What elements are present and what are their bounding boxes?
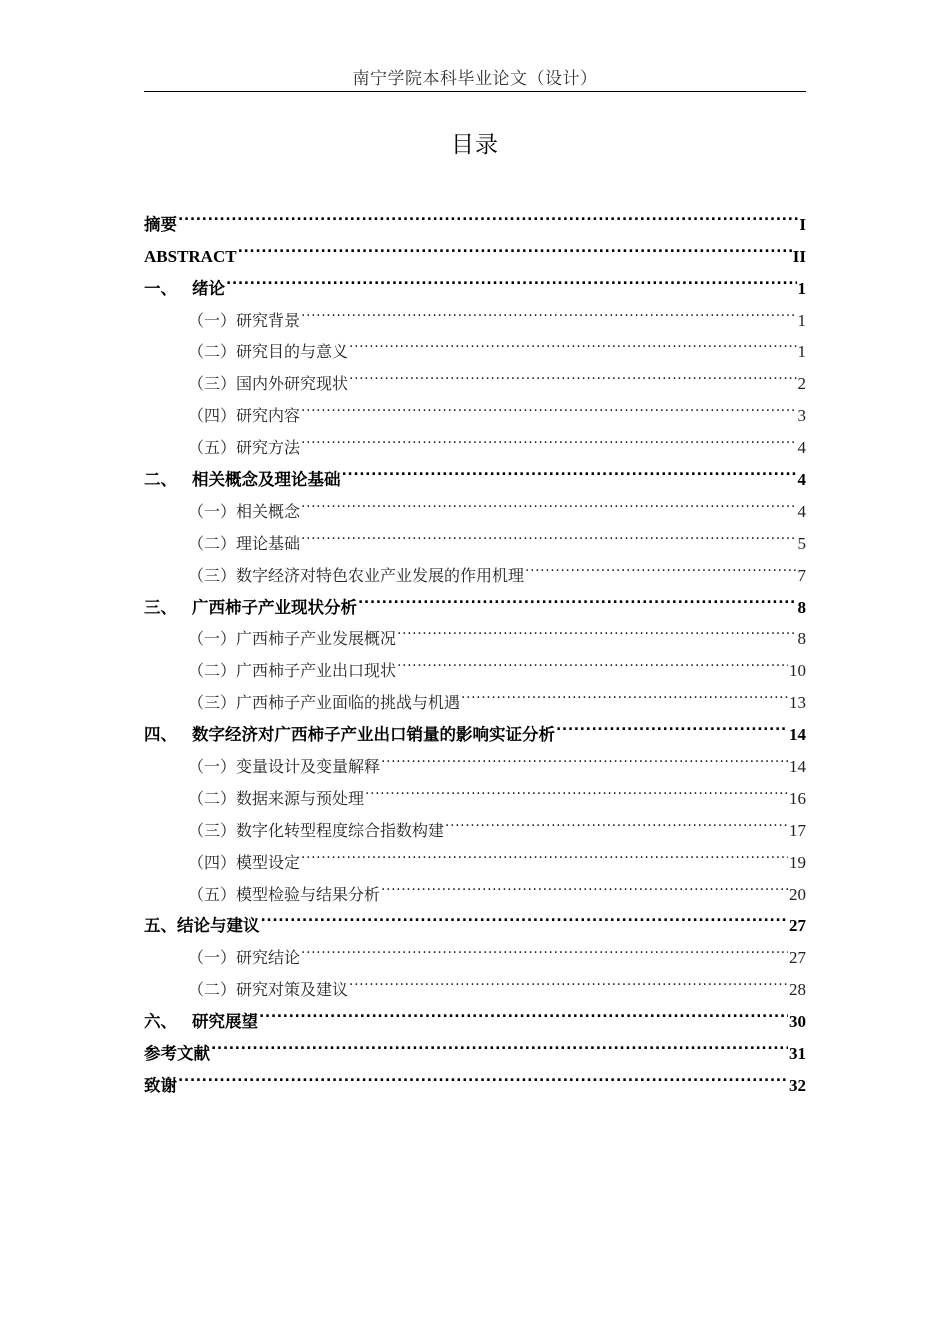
toc-entry-number: 四、 [144, 725, 177, 745]
toc-dot-leader [301, 836, 788, 868]
toc-entry-text: 致谢 [144, 1075, 177, 1095]
toc-page-number: I [799, 214, 806, 234]
toc-dot-leader [349, 963, 788, 995]
toc-entry-label [188, 305, 300, 337]
toc-entry[interactable] [144, 1027, 806, 1064]
toc-dot-leader [261, 900, 789, 932]
toc-entry[interactable] [144, 198, 806, 234]
toc-entry-number: 六、 [144, 1012, 177, 1032]
toc-dot-leader [365, 772, 788, 804]
toc-page-number: 17 [789, 820, 806, 840]
toc-entry-text: （二）广西柿子产业出口现状 [188, 661, 397, 681]
toc-entry-text: （一）变量设计及变量解释 [188, 757, 381, 777]
toc-entry-label [144, 592, 357, 624]
toc-page-number: 8 [797, 597, 806, 617]
toc-page-number: 16 [789, 788, 806, 808]
toc-entry-text: （二）研究对策及建议 [188, 980, 349, 1000]
toc-entry-number: 一、 [144, 278, 177, 298]
toc-dot-leader [301, 931, 788, 963]
toc-entry-text: （一）广西柿子产业发展概况 [188, 629, 397, 649]
toc-entry-text: （五）研究方法 [188, 438, 301, 458]
toc-entry-label [188, 687, 460, 719]
toc-entry-label [188, 783, 364, 815]
toc-entry[interactable] [144, 294, 806, 330]
toc-entry-text: 绪论 [192, 278, 225, 298]
toc-dot-leader [342, 453, 797, 485]
toc-dot-leader [211, 1027, 788, 1059]
toc-entry-label [188, 528, 300, 560]
toc-entry-number: 二、 [144, 470, 177, 490]
toc-page-number: 27 [789, 948, 806, 968]
toc-entry-text: （一）研究背景 [188, 310, 301, 330]
toc-entry-label [144, 273, 225, 305]
table-of-contents [144, 198, 806, 1095]
toc-page-number: 8 [797, 629, 806, 649]
toc-page-number: 27 [789, 916, 806, 936]
toc-page-number: 1 [797, 278, 806, 298]
toc-entry-label [188, 623, 396, 655]
toc-dot-leader [301, 421, 796, 453]
toc-dot-leader [381, 740, 788, 772]
toc-page-number: 14 [789, 757, 806, 777]
toc-entry[interactable] [144, 1059, 806, 1095]
toc-entry-text: 广西柿子产业现状分析 [192, 597, 357, 617]
toc-page-number: 2 [797, 374, 806, 394]
toc-page-number: 30 [789, 1012, 806, 1032]
toc-entry-label [188, 751, 380, 783]
toc-dot-leader [525, 549, 796, 581]
toc-page-number: 28 [789, 980, 806, 1000]
toc-dot-leader [301, 517, 796, 549]
toc-entry-text: 数字经济对广西柿子产业出口销量的影响实证分析 [192, 725, 555, 745]
toc-page-number: 7 [797, 565, 806, 585]
toc-dot-leader [381, 868, 788, 900]
toc-entry-label [188, 336, 348, 368]
toc-dot-leader [178, 198, 798, 230]
toc-dot-leader [178, 1059, 788, 1091]
toc-dot-leader [301, 389, 796, 421]
toc-entry-text: （二）研究目的与意义 [188, 342, 349, 362]
toc-entry-label [144, 241, 237, 273]
toc-page-number: 3 [797, 406, 806, 426]
toc-entry[interactable] [144, 262, 806, 298]
toc-entry-text: 研究展望 [192, 1012, 258, 1032]
toc-entry-text: 参考文献 [144, 1044, 210, 1064]
toc-entry-text: （一）研究结论 [188, 948, 301, 968]
toc-entry-text: （四）模型设定 [188, 852, 301, 872]
toc-dot-leader [226, 262, 797, 294]
toc-page-number: 1 [797, 342, 806, 362]
toc-dot-leader [259, 995, 788, 1027]
toc-dot-leader [301, 294, 796, 326]
toc-entry-text: （三）数字化转型程度综合指数构建 [188, 820, 445, 840]
toc-entry-text: （五）模型检验与结果分析 [188, 884, 381, 904]
toc-entry-text: （三）数字经济对特色农业产业发展的作用机理 [188, 565, 525, 585]
toc-page-number: II [792, 246, 806, 266]
toc-dot-leader [349, 357, 796, 389]
toc-entry-text: （三）广西柿子产业面临的挑战与机遇 [188, 693, 461, 713]
toc-page-number: 4 [797, 501, 806, 521]
toc-dot-leader [461, 676, 788, 708]
toc-entry-label [188, 655, 396, 687]
toc-entry-label [144, 1070, 177, 1102]
toc-entry-label [188, 847, 300, 879]
toc-dot-leader [445, 804, 788, 836]
toc-page-number: 20 [789, 884, 806, 904]
toc-page-number: 14 [789, 725, 806, 745]
toc-entry-text: 摘要 [144, 214, 177, 234]
toc-page-number: 10 [789, 661, 806, 681]
toc-entry-label [144, 910, 260, 942]
toc-page-number: 13 [789, 693, 806, 713]
header-rule [144, 91, 806, 92]
toc-dot-leader [358, 581, 797, 613]
toc-entry[interactable] [144, 230, 806, 266]
toc-entry-text: （二）理论基础 [188, 533, 301, 553]
toc-entry-text: ABSTRACT [144, 246, 237, 266]
toc-page-number: 5 [797, 533, 806, 553]
toc-entry-text: 五、结论与建议 [144, 916, 260, 936]
toc-page-number: 1 [797, 310, 806, 330]
toc-dot-leader [397, 644, 788, 676]
page-header: 南宁学院本科毕业论文（设计） [352, 69, 598, 89]
toc-dot-leader [397, 613, 796, 645]
toc-entry-text: （一）相关概念 [188, 501, 301, 521]
toc-entry-label [188, 942, 300, 974]
toc-dot-leader [556, 708, 788, 740]
toc-page-number: 19 [789, 852, 806, 872]
toc-entry-label [188, 400, 300, 432]
toc-entry-label [188, 496, 300, 528]
toc-entry-number: 三、 [144, 597, 177, 617]
toc-page-number: 32 [789, 1075, 806, 1095]
toc-title: 目录 [451, 132, 499, 158]
toc-page-number: 31 [789, 1044, 806, 1064]
toc-entry-text: 相关概念及理论基础 [192, 470, 341, 490]
toc-dot-leader [238, 230, 792, 262]
toc-entry-label [144, 209, 177, 241]
toc-entry-label [188, 432, 300, 464]
toc-entry-text: （二）数据来源与预处理 [188, 788, 365, 808]
toc-dot-leader [301, 485, 796, 517]
toc-entry-text: （四）研究内容 [188, 406, 301, 426]
toc-entry-text: （三）国内外研究现状 [188, 374, 349, 394]
toc-page-number: 4 [797, 470, 806, 490]
toc-dot-leader [349, 326, 796, 358]
toc-page-number: 4 [797, 438, 806, 458]
